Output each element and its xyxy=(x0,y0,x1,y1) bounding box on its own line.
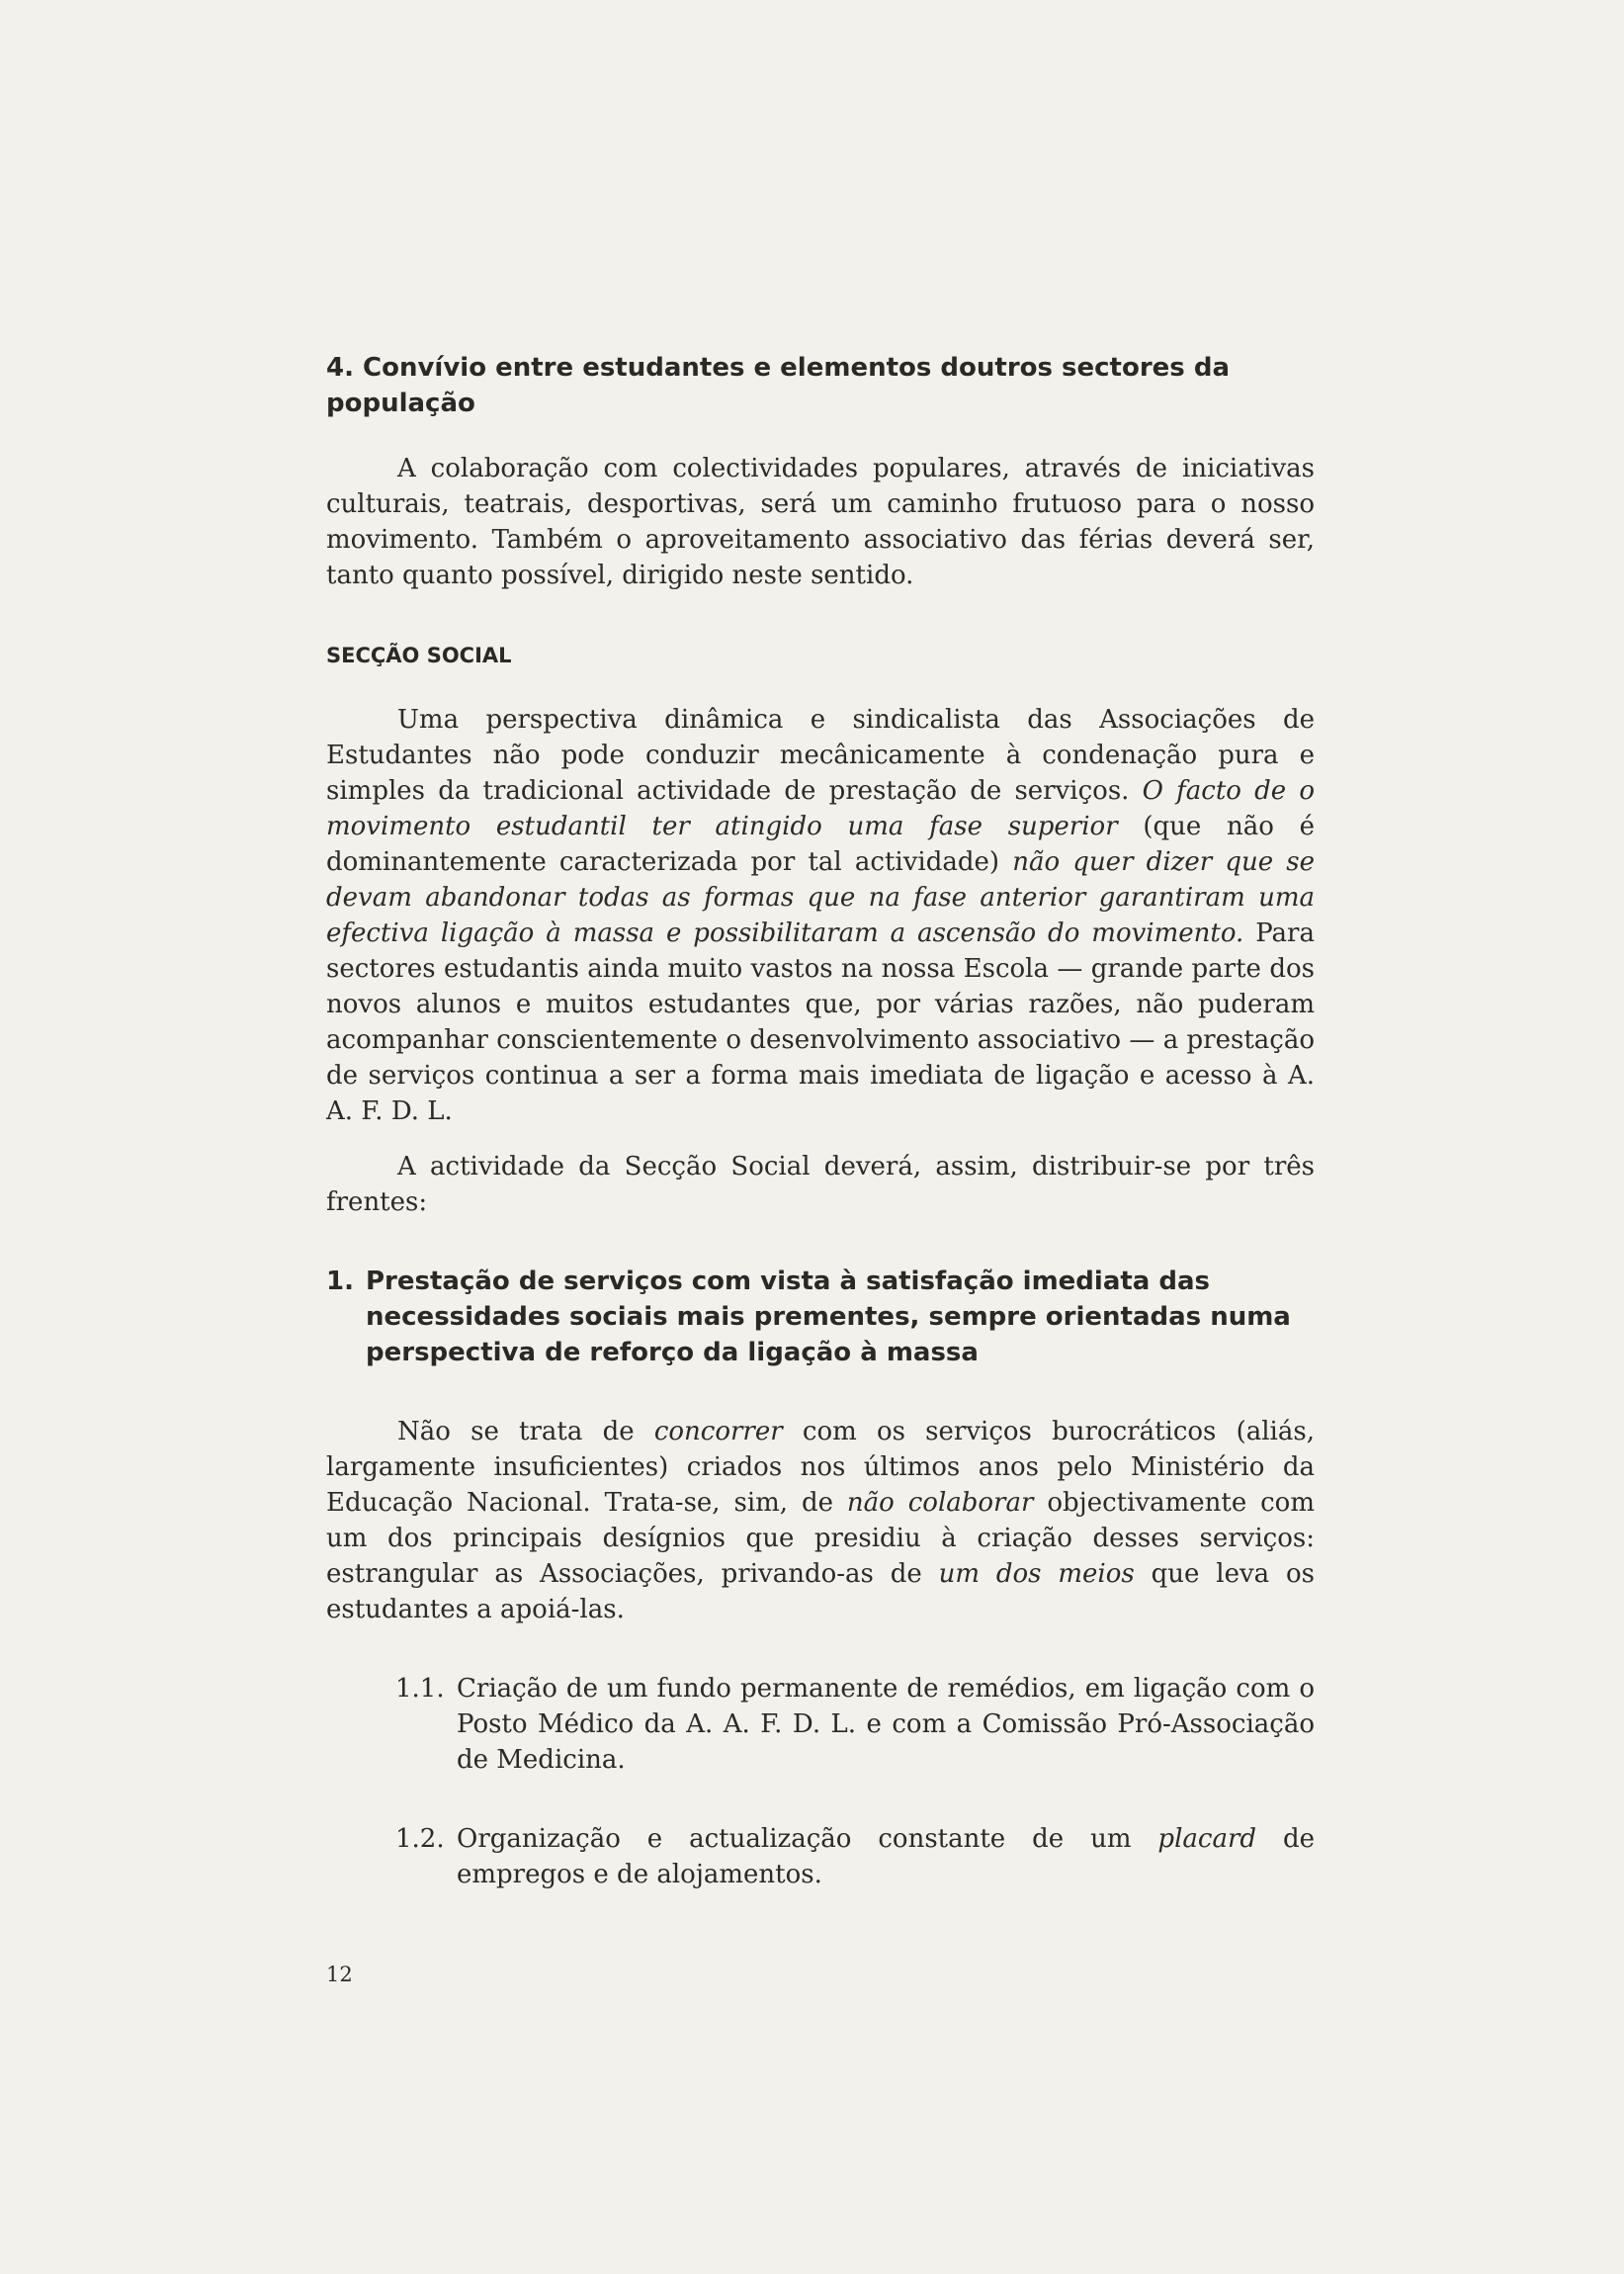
text-run: com os serviços burocráticos (aliás, largamente insuficientes) criados nos últimos anos pelo Ministério da Educação Nacional. Trata-se, sim, de xyxy=(326,1417,1315,1518)
page-content xyxy=(326,350,1315,1892)
text-run: de empregos e de alojamentos. xyxy=(457,1824,1315,1889)
text-run: Uma perspectiva dinâmica e sindicalista das Associações de Estudantes não pode conduzir mecânicamente à condenação pura e simples da tradicional actividade de prestação de serviços. xyxy=(326,705,1315,806)
text-run: objectivamente com um dos principais desígnios que presidiu à criação desses serviços: estrangular as Associações, privando-as de xyxy=(326,1488,1315,1589)
item-1-paragraph xyxy=(326,1414,1315,1627)
italic-run: não quer dizer que se devam abandonar todas as formas que na fase anterior garantiram uma efectiva ligação à massa e possibilitaram a ascensão do movimento. xyxy=(326,847,1316,948)
page-number: 12 xyxy=(326,1963,353,1986)
seccao-social-paragraph-2: A actividade da Secção Social deverá, assim, distribuir-se por três frentes: xyxy=(326,1152,1315,1217)
subitem-number: 1.1. xyxy=(395,1674,445,1704)
italic-run: concorrer xyxy=(653,1417,783,1446)
item-1-heading-block xyxy=(326,1264,1315,1370)
text-run: Para sectores estudantis ainda muito vastos na nossa Escola — grande parte dos novos alunos e muitos estudantes que, por várias razões, não puderam acompanhar conscientemente o desenvolvimento associativo — a prestação de serviços continua a ser a forma mais imediata de ligação e acesso à A. A. F. D. L. xyxy=(326,918,1315,1126)
italic-run: O facto de o movimento estudantil ter atingido uma fase superior xyxy=(326,776,1315,841)
section-4-paragraph: A colaboração com colectividades populares, através de iniciativas culturais, teatrais, desportivas, será um caminho frutuoso para o nosso movimento. Também o aproveitamento associativo das férias deverá ser, tanto quanto possível, dirigido neste sentido. xyxy=(326,454,1315,590)
subitem-1-2 xyxy=(395,1821,1315,1892)
text-run: Não se trata de xyxy=(397,1417,654,1446)
italic-run: um dos meios xyxy=(938,1559,1135,1589)
seccao-social-heading: SECÇÃO SOCIAL xyxy=(326,644,512,667)
subitem-number: 1.2. xyxy=(395,1824,445,1854)
seccao-social-paragraph-1 xyxy=(326,702,1315,1129)
italic-run: não colaborar xyxy=(846,1488,1034,1518)
subitem-text xyxy=(457,1821,1315,1892)
text-run: Organização e actualização constante de um xyxy=(457,1824,1158,1854)
subitem-text: Criação de um fundo permanente de remédios, em ligação com o Posto Médico da A. A. F. D. L. e com a Comissão Pró-Associação de Medicina. xyxy=(457,1674,1315,1775)
item-1-number: 1. xyxy=(326,1267,354,1296)
italic-run: placard xyxy=(1157,1824,1257,1854)
item-1-heading: Prestação de serviços com vista à satisfação imediata das necessidades sociais mais prementes, sempre orientadas numa perspectiva de reforço da ligação à massa xyxy=(366,1267,1291,1367)
text-run: (que não é dominantemente caracterizada por tal actividade) xyxy=(326,812,1316,877)
text-run: que leva os estudantes a apoiá-las. xyxy=(326,1559,1315,1624)
subitem-1-1 xyxy=(395,1671,1315,1778)
section-4-heading: 4. Convívio entre estudantes e elementos doutros sectores da população xyxy=(326,353,1230,418)
